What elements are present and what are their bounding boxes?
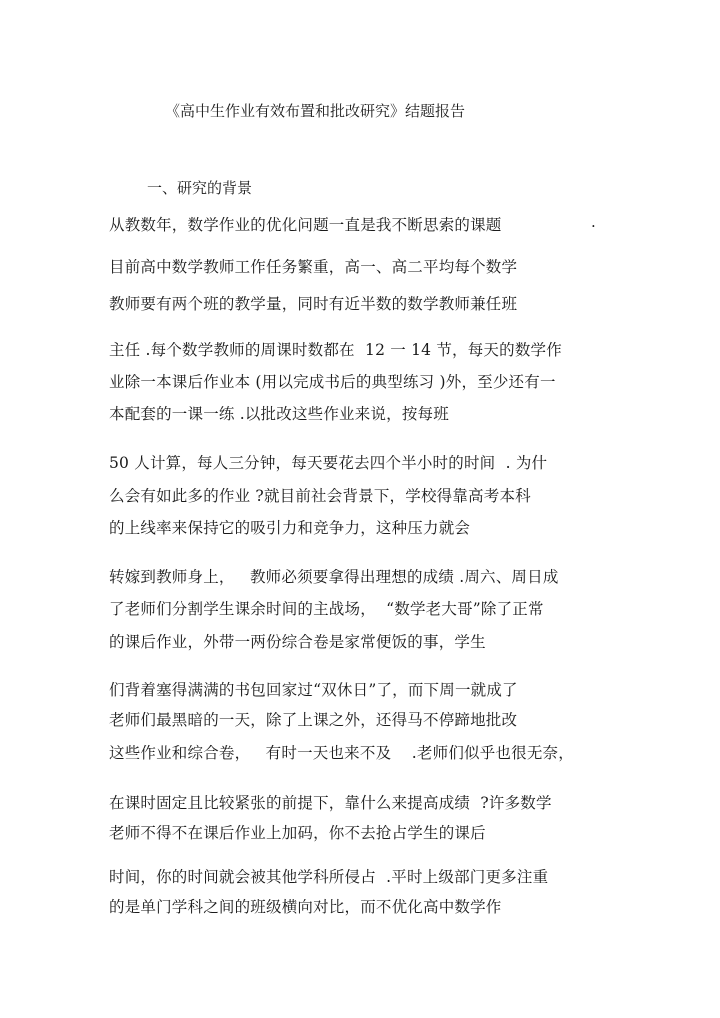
paragraph-line: 的是单门学科之间的班级横向对比，而不优化高中数学作: [109, 898, 502, 916]
paragraph-line: 转嫁到教师身上， 教师必须要拿得出理想的成绩 .周六、周日成: [109, 568, 559, 586]
paragraph-line: 在课时固定且比较紧张的前提下，靠什么来提高成绩 ?许多数学: [109, 794, 552, 812]
paragraph-line: 从教数年，数学作业的优化问题一直是我不断思索的课题: [109, 216, 502, 234]
paragraph-line: 时间，你的时间就会被其他学科所侵占 .平时上级部门更多注重: [109, 868, 549, 886]
paragraph-line: 目前高中数学教师工作任务繁重，高一、高二平均每个数学: [109, 258, 518, 276]
line-trailing-period: .: [591, 213, 596, 231]
paragraph-line: 们背着塞得满满的书包回家过“双休日”了，而下周一就成了: [109, 681, 518, 699]
paragraph-line: 本配套的一课一练 .以批改这些作业来说，按每班: [109, 405, 449, 423]
document-title: 《高中生作业有效布置和批改研究》结题报告: [165, 102, 466, 120]
paragraph-line: 50 人计算，每人三分钟，每天要花去四个半小时的时间 . 为什: [109, 454, 548, 472]
paragraph-line: 么会有如此多的作业 ?就目前社会背景下，学校得靠高考本科: [109, 487, 531, 505]
section-heading: 一、研究的背景: [147, 179, 253, 197]
paragraph-line: 教师要有两个班的教学量，同时有近半数的数学教师兼任班: [109, 295, 518, 313]
paragraph-line: 的上线率来保持它的吸引力和竞争力，这种压力就会: [109, 519, 471, 537]
paragraph-line: 业除一本课后作业本 (用以完成书后的典型练习 )外，至少还有一: [109, 373, 556, 391]
paragraph-line: 老师不得不在课后作业上加码，你不去抢占学生的课后: [109, 824, 486, 842]
paragraph-line: 的课后作业，外带一两份综合卷是家常便饭的事，学生: [109, 633, 486, 651]
paragraph-line: 了老师们分割学生课余时间的主战场， “数学老大哥”除了正常: [109, 600, 544, 618]
paragraph-line: 老师们最黑暗的一天，除了上课之外，还得马不停蹄地批改: [109, 711, 518, 729]
paragraph-line: 这些作业和综合卷， 有时一天也来不及 .老师们似乎也很无奈，: [109, 744, 574, 762]
paragraph-line: 主任 .每个数学教师的周课时数都在 12 一 14 节，每天的数学作: [109, 341, 562, 359]
